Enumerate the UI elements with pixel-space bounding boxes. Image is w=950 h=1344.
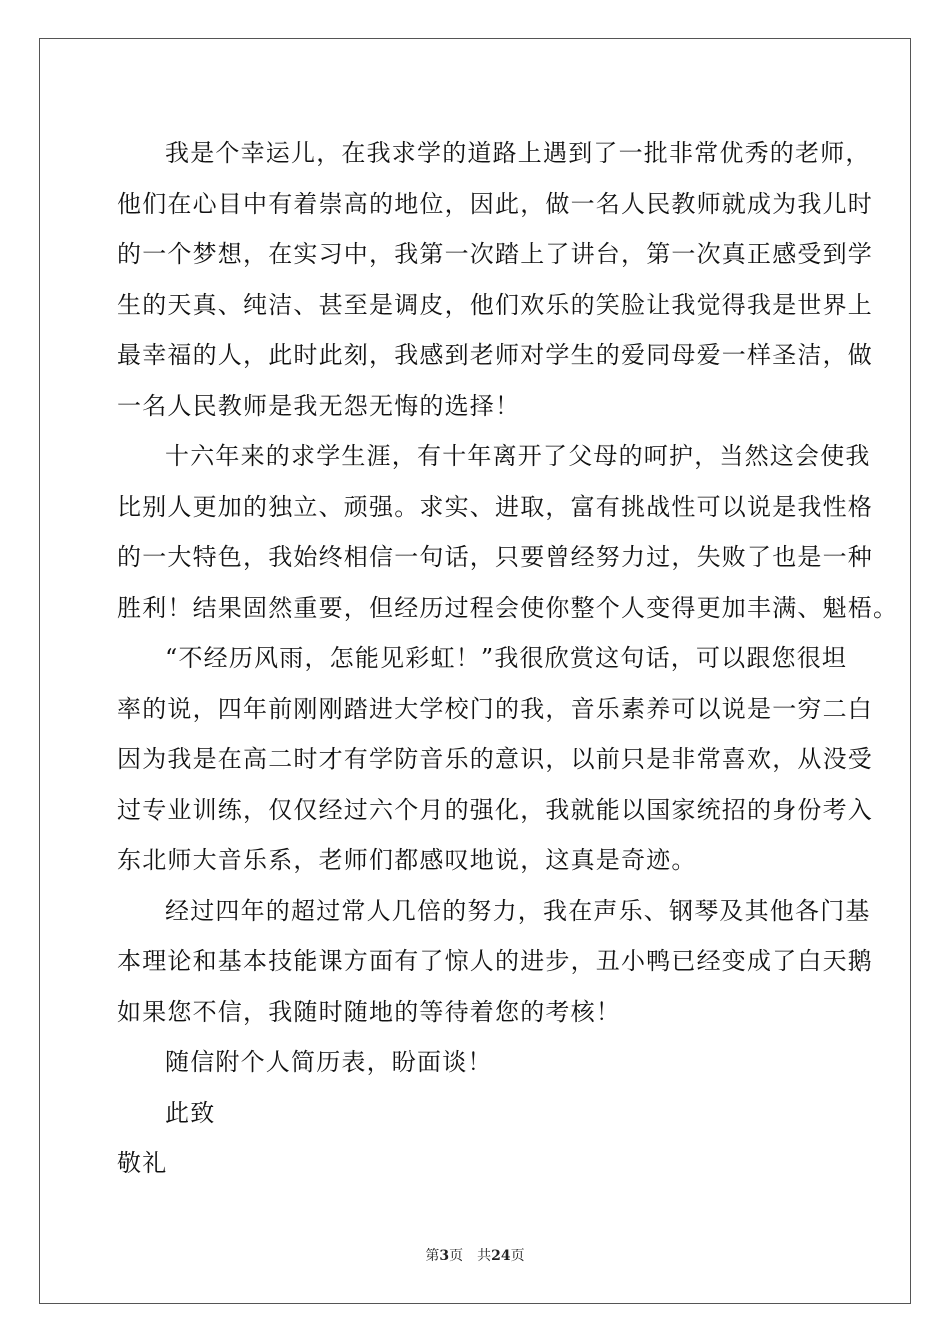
- attachment-note: 随信附个人简历表，盼面谈！: [165, 1048, 493, 1076]
- page-footer: [0, 1246, 950, 1266]
- paragraph-line: 本理论和基本技能课方面有了惊人的进步，丑小鸭已经变成了白天鹅: [117, 947, 873, 975]
- closing-regards: 敬礼: [117, 1149, 168, 1177]
- paragraph-line: 他们在心目中有着崇高的地位，因此，做一名人民教师就成为我儿时: [117, 189, 873, 218]
- paragraph-line: 比别人更加的独立、顽强。求实、进取，富有挑战性可以说是我性格: [117, 492, 873, 521]
- footer-total-suffix: 页: [510, 1248, 525, 1264]
- footer-total-pages: 24: [491, 1248, 511, 1264]
- paragraph-line: 的一个梦想，在实习中，我第一次踏上了讲台，第一次真正感受到学: [117, 240, 873, 268]
- footer-page-number: 3: [439, 1248, 450, 1264]
- paragraph-line: 生的天真、纯洁、甚至是调皮，他们欢乐的笑脸让我觉得我是世界上: [117, 290, 873, 319]
- paragraph-line: 东北师大音乐系，老师们都感叹地说，这真是奇迹。: [117, 846, 697, 874]
- footer-total-prefix: 共: [477, 1248, 492, 1264]
- paragraph-line: 最幸福的人，此时此刻，我感到老师对学生的爱同母爱一样圣洁，做: [117, 341, 873, 369]
- paragraph-line: 胜利！结果固然重要，但经历过程会使你整个人变得更加丰满、魁梧。: [117, 593, 899, 622]
- paragraph-line: 的一大特色，我始终相信一句话，只要曾经努力过，失败了也是一种: [117, 543, 873, 571]
- footer-page-suffix: 页: [449, 1248, 464, 1264]
- paragraph-line: 十六年来的求学生涯，有十年离开了父母的呵护，当然这会使我: [165, 442, 871, 470]
- closing-salutation: 此致: [165, 1098, 216, 1127]
- paragraph-line: 我是个幸运儿，在我求学的道路上遇到了一批非常优秀的老师，: [165, 139, 871, 167]
- paragraph-line: 因为我是在高二时才有学防音乐的意识，以前只是非常喜欢，从没受: [117, 745, 873, 773]
- letter-body: [117, 128, 899, 1189]
- paragraph-line: 如果您不信，我随时随地的等待着您的考核！: [117, 997, 621, 1026]
- paragraph-line: 过专业训练，仅仅经过六个月的强化，我就能以国家统招的身份考入: [117, 795, 873, 824]
- paragraph-line: “不经历风雨，怎能见彩虹！”我很欣赏这句话，可以跟您很坦: [165, 644, 848, 672]
- paragraph-line: 率的说，四年前刚刚踏进大学校门的我，音乐素养可以说是一穷二白: [117, 694, 873, 723]
- paragraph-line: 一名人民教师是我无怨无悔的选择！: [117, 391, 521, 420]
- footer-prefix: 第: [425, 1248, 440, 1264]
- paragraph-line: 经过四年的超过常人几倍的努力，我在声乐、钢琴及其他各门基: [165, 896, 871, 925]
